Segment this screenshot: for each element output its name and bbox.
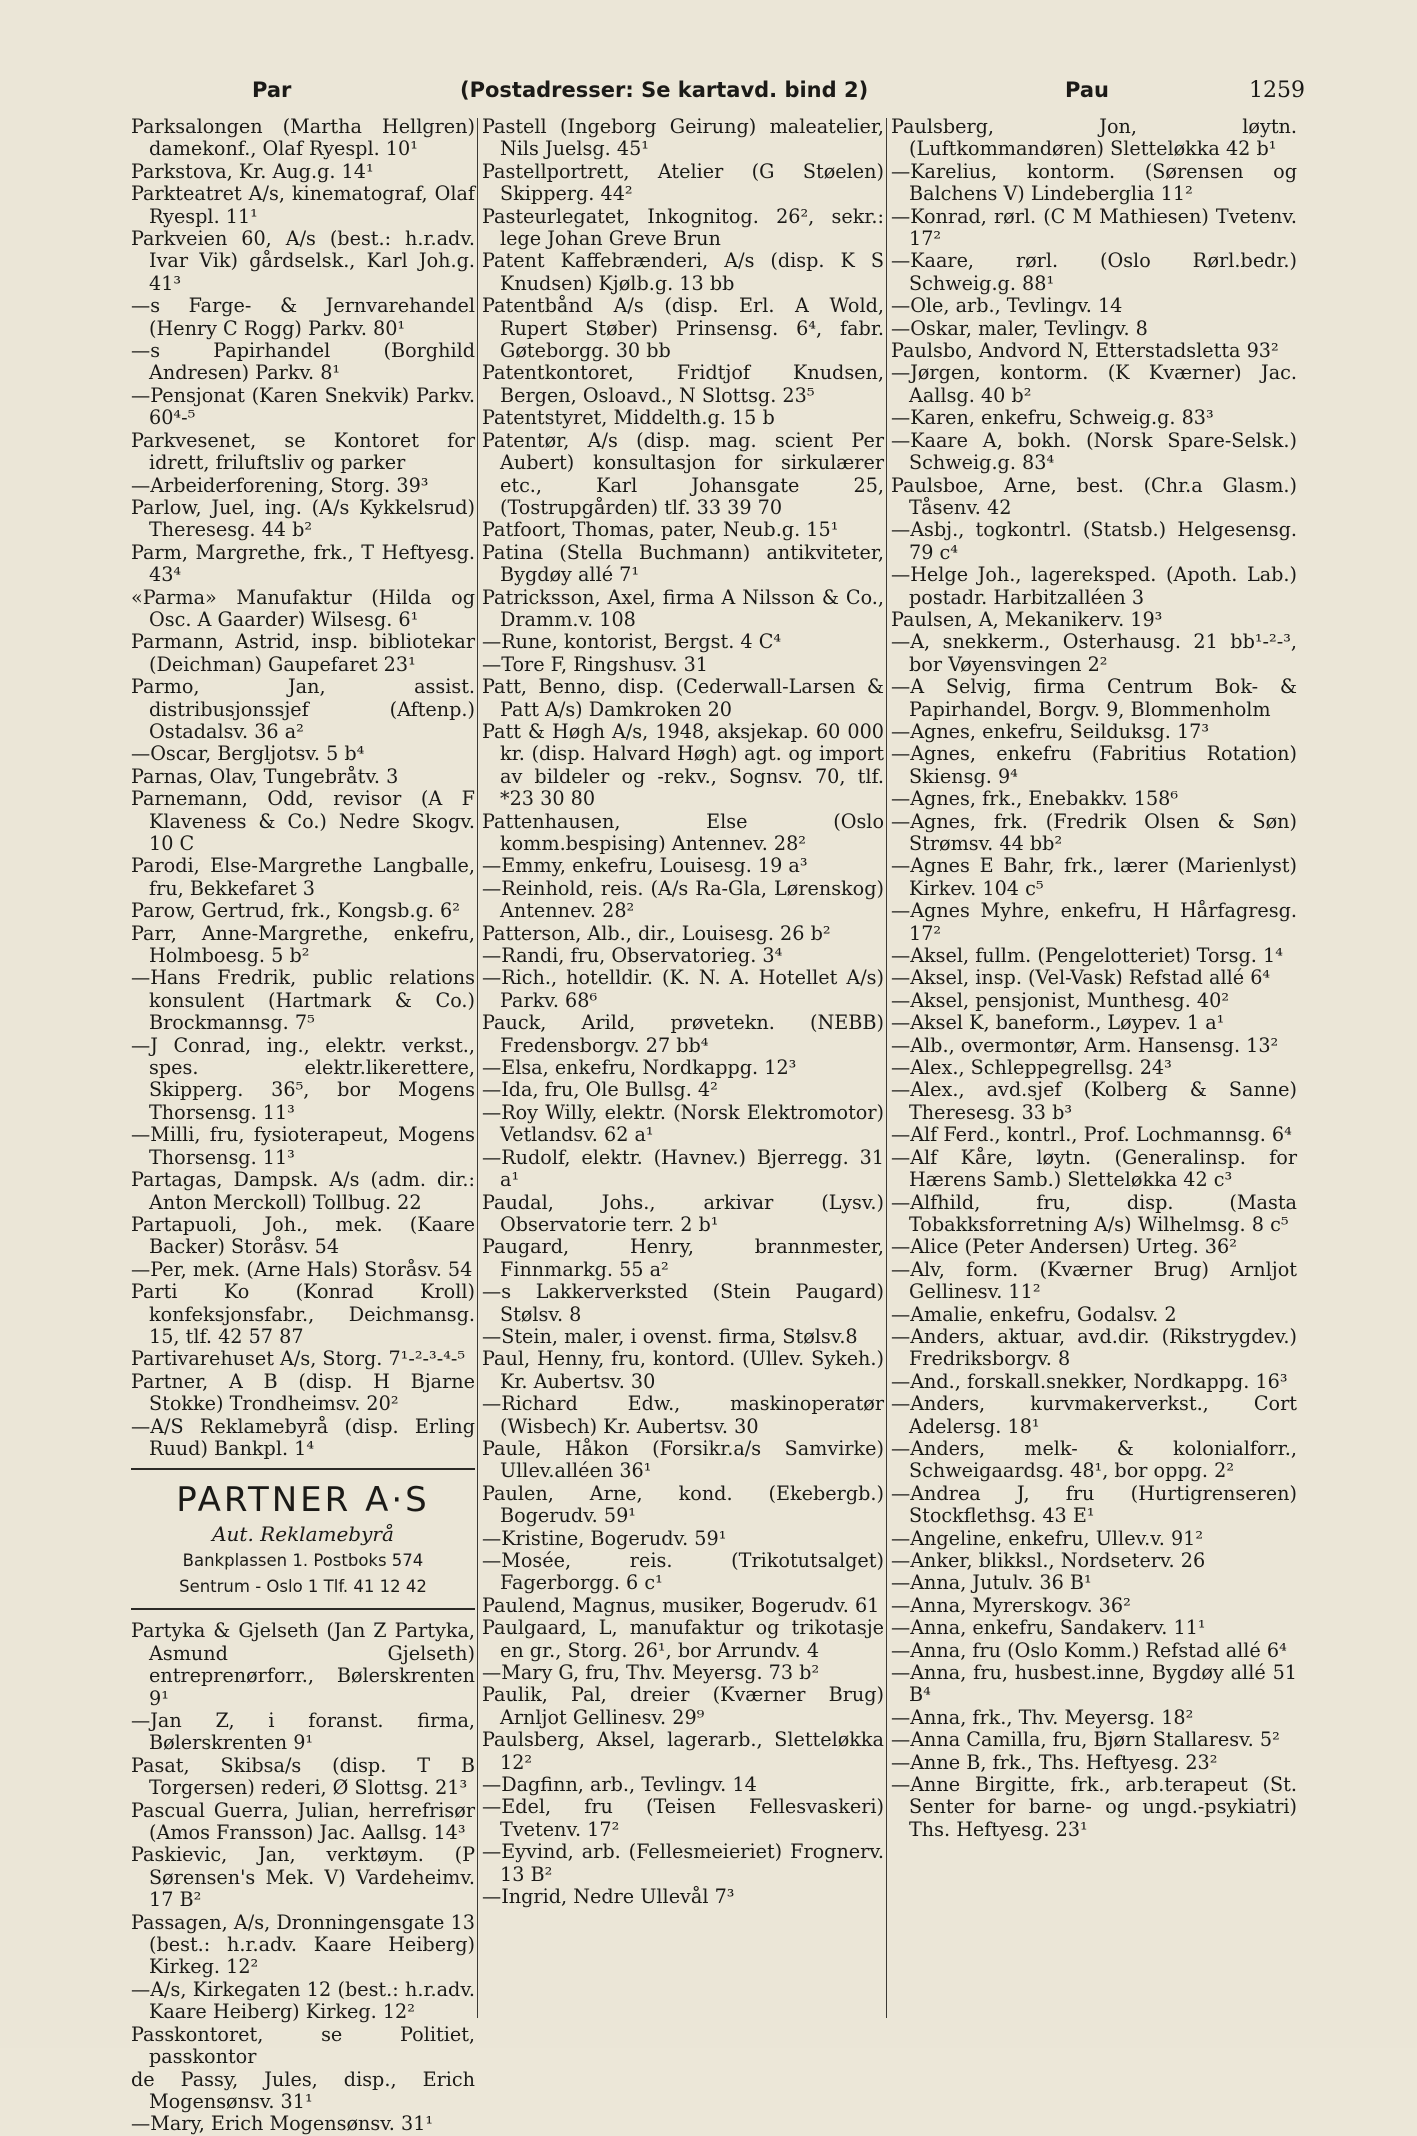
directory-entry: —Agnes E Bahr, frk., lærer (Marienlyst) Kirkev. 104 c⁵: [891, 854, 1297, 900]
directory-entry: Parow, Gertrud, frk., Kongsb.g. 6²: [131, 899, 460, 923]
directory-entry: —Arbeiderforening, Storg. 39³: [131, 473, 429, 497]
directory-entry: —Anne B, frk., Ths. Heftyesg. 23²: [891, 1750, 1218, 1774]
directory-entry: Patentstyret, Middelth.g. 15 b: [482, 406, 775, 430]
directory-entry: —Per, mek. (Arne Hals) Storåsv. 54: [131, 1257, 473, 1281]
header-postal-note: (Postadresser: Se kartavd. bind 2): [460, 78, 869, 102]
directory-entry: —Tore F, Ringshusv. 31: [482, 652, 709, 676]
directory-entry: —Andrea J, fru (Hurtigrenseren) Stockflethsg. 43 E¹: [891, 1481, 1297, 1528]
directory-entry: —Mary G, fru, Thv. Meyersg. 73 b²: [482, 1661, 820, 1685]
directory-entry: —Karelius, kontorm. (Sørensen og Balchens V) Lindeberglia 11²: [891, 159, 1297, 206]
directory-entry: —Alex., avd.sjef (Kolberg & Sanne) Theresesg. 33 b³: [891, 1078, 1297, 1124]
directory-entry: —Kaare A, bokh. (Norsk Spare-Selsk.) Schweig.g. 83⁴: [891, 428, 1297, 475]
page-header: [130, 78, 1305, 112]
directory-entry: —Kristine, Bogerudv. 59¹: [482, 1526, 727, 1550]
directory-entry: Patterson, Alb., dir., Louisesg. 26 b²: [482, 921, 831, 945]
ad-address: Bankplassen 1. Postboks 574: [182, 1551, 424, 1571]
directory-entry: —Elsa, enkefru, Nordkappg. 12³: [482, 1056, 797, 1080]
column-3: [891, 116, 1297, 1841]
directory-entry: Paul, Henny, fru, kontord. (Ullev. Sykeh.) Kr. Aubertsv. 30: [482, 1347, 884, 1393]
directory-entry: —Amalie, enkefru, Godalsv. 2: [891, 1302, 1177, 1326]
directory-entry: Patt, Benno, disp. (Cederwall-Larsen & Patt A/s) Damkroken 20: [482, 675, 884, 721]
directory-entry: —Alf Kåre, løytn. (Generalinsp. for Hærens Samb.) Sletteløkka 42 c³: [891, 1145, 1297, 1192]
directory-entry: —J Conrad, ing., elektr. verkst., spes. elektr.likerettere, Skipperg. 36⁵, bor Mogens Thorsensg. 11³: [131, 1033, 475, 1124]
directory-entry: —s Lakkerverksted (Stein Paugard) Stølsv. 8: [482, 1280, 884, 1326]
directory-entry: Paulsboe, Arne, best. (Chr.a Glasm.) Tåsenv. 42: [891, 473, 1297, 519]
directory-entry: —Oscar, Bergljotsv. 5 b⁴: [131, 742, 365, 766]
directory-entry: —Anna, fru, husbest.inne, Bygdøy allé 51 B⁴: [891, 1661, 1297, 1707]
directory-entry: —A Selvig, firma Centrum Bok- & Papirhandel, Borgv. 9, Blommenholm: [891, 675, 1297, 721]
directory-entry: Parkteatret A/s, kinematograf, Olaf Ryespl. 11¹: [131, 182, 475, 228]
directory-entry: —Aksel, pensjonist, Munthesg. 40²: [891, 988, 1230, 1012]
column-1-bottom-entries: [131, 1620, 475, 2135]
partner-advertisement: [131, 1468, 475, 1610]
column-divider: [477, 118, 478, 2018]
directory-entry: —Mosée, reis. (Trikotutsalget) Fagerborgg. 6 c¹: [482, 1549, 884, 1595]
directory-entry: Pauck, Arild, prøvetekn. (NEBB) Fredensborgv. 27 bb⁴: [482, 1011, 884, 1057]
directory-entry: —Richard Edw., maskinoperatør (Wisbech) Kr. Aubertsv. 30: [482, 1392, 884, 1438]
header-right-keyword: Pau: [1065, 78, 1109, 102]
directory-entry: —Mary, Erich Mogensønsv. 31¹: [131, 2112, 434, 2136]
ad-subtitle: Aut. Reklamebyrå: [212, 1522, 394, 1547]
directory-entry: —Anna, Jutulv. 36 B¹: [891, 1571, 1092, 1595]
directory-entry: —Anders, melk- & kolonialforr., Schweigaardsg. 48¹, bor oppg. 2²: [891, 1436, 1297, 1483]
directory-entry: —Angeline, enkefru, Ullev.v. 91²: [891, 1526, 1204, 1550]
header-left-keyword: Par: [252, 78, 292, 102]
directory-entry: —Anders, kurvmakerverkst., Cort Adelersg. 18¹: [891, 1392, 1297, 1438]
directory-entry: Paudal, Johs., arkivar (Lysv.) Observatorie terr. 2 b¹: [482, 1190, 884, 1236]
directory-entry: Paulen, Arne, kond. (Ekebergb.) Bogerudv. 59¹: [482, 1481, 884, 1528]
column-2-entries: [482, 116, 884, 1909]
column-1: [131, 116, 475, 2136]
directory-entry: —Agnes, enkefru, Seilduksg. 17³: [891, 719, 1210, 743]
directory-entry: Pasat, Skibsa/s (disp. T B Torgersen) rederi, Ø Slottsg. 21³: [131, 1753, 475, 1800]
directory-entry: —Alice (Peter Andersen) Urteg. 36²: [891, 1235, 1237, 1259]
directory-entry: Partagas, Dampsk. A/s (adm. dir.: Anton Merckoll) Tollbug. 22: [131, 1168, 475, 1214]
directory-entry: —Edel, fru (Teisen Fellesvaskeri) Tvetenv. 17²: [482, 1795, 884, 1841]
directory-entry: Parkstova, Kr. Aug.g. 14¹: [131, 159, 374, 183]
directory-entry: —Anker, blikksl., Nordseterv. 26: [891, 1549, 1206, 1572]
directory-entry: —Aksel, insp. (Vel-Vask) Refstad allé 6⁴: [891, 966, 1271, 990]
directory-entry: Patent Kaffebrænderi, A/s (disp. K S Knudsen) Kjølb.g. 13 bb: [482, 249, 884, 295]
directory-entry: Partyka & Gjelseth (Jan Z Partyka, Asmund Gjelseth) entreprenørforr., Bølerskrenten 9¹: [131, 1619, 475, 1710]
directory-entry: Pastellportrett, Atelier (G Støelen) Skipperg. 44²: [482, 159, 884, 206]
directory-entry: —Reinhold, reis. (A/s Ra-Gla, Lørenskog) Antennev. 28²: [482, 876, 884, 923]
directory-entry: Patfoort, Thomas, pater, Neub.g. 15¹: [482, 518, 839, 542]
directory-entry: —s Papirhandel (Borghild Andresen) Parkv. 8¹: [131, 339, 475, 385]
directory-entry: Paulsberg, Aksel, lagerarb., Sletteløkka 12²: [482, 1728, 884, 1774]
directory-entry: Paskievic, Jan, verktøym. (P Sørensen's Mek. V) Vardeheimv. 17 B²: [131, 1843, 475, 1912]
directory-entry: —Pensjonat (Karen Snekvik) Parkv. 60⁴‑⁵: [131, 383, 475, 430]
directory-entry: Parkveien 60, A/s (best.: h.r.adv. Ivar Vik) gårdselsk., Karl Joh.g. 41³: [131, 227, 475, 295]
directory-entry: —Agnes Myhre, enkefru, H Hårfagresg. 17²: [891, 899, 1297, 945]
column-divider: [886, 118, 887, 2018]
ad-phone: Sentrum - Oslo 1 Tlf. 41 12 42: [179, 1577, 427, 1597]
directory-entry: Patina (Stella Buchmann) antikviteter, Bygdøy allé 7¹: [482, 540, 884, 587]
directory-entry: Patentbånd A/s (disp. Erl. A Wold, Rupert Støber) Prinsensg. 6⁴, fabr. Gøteborgg. 30 bb: [482, 294, 884, 363]
directory-entry: —Alb., overmontør, Arm. Hansensg. 13²: [891, 1033, 1279, 1057]
directory-entry: —Jørgen, kontorm. (K Kværner) Jac. Aallsg. 40 b²: [891, 361, 1297, 407]
column-3-entries: [891, 116, 1297, 1841]
directory-entry: Passkontoret, se Politiet, passkontor: [131, 2022, 475, 2069]
directory-entry: —Aksel K, baneform., Løypev. 1 a¹: [891, 1011, 1225, 1035]
directory-entry: —Karen, enkefru, Schweig.g. 83³: [891, 406, 1214, 430]
directory-entry: Partner, A B (disp. H Bjarne Stokke) Trondheimsv. 20²: [131, 1369, 475, 1416]
directory-entry: —A/S Reklamebyrå (disp. Erling Ruud) Bankpl. 1⁴: [131, 1414, 475, 1460]
directory-entry: —Ingrid, Nedre Ullevål 7³: [482, 1885, 735, 1909]
directory-entry: Parmann, Astrid, insp. bibliotekar (Deichman) Gaupefaret 23¹: [131, 630, 475, 676]
directory-entry: —Alfhild, fru, disp. (Masta Tobakksforretning A/s) Wilhelmsg. 8 c⁵: [891, 1190, 1297, 1236]
directory-entry: Paugard, Henry, brannmester, Finnmarkg. 55 a²: [482, 1235, 884, 1281]
directory-entry: Parkvesenet, se Kontoret for idrett, friluftsliv og parker: [131, 428, 475, 475]
directory-entry: —Anna, Myrerskogv. 36²: [891, 1593, 1131, 1617]
directory-entry: —Anna Camilla, fru, Bjørn Stallaresv. 5²: [891, 1728, 1280, 1752]
directory-entry: Paulsbo, Andvord N, Etterstadsletta 93²: [891, 339, 1279, 363]
directory-entry: —Hans Fredrik, public relations konsulent (Hartmark & Co.) Brockmannsg. 7⁵: [131, 966, 475, 1035]
directory-entry: —Konrad, rørl. (C M Mathiesen) Tvetenv. 17²: [891, 204, 1297, 251]
column-2: [482, 116, 884, 1909]
directory-entry: «Parma» Manufaktur (Hilda og Osc. A Gaarder) Wilsesg. 6¹: [131, 585, 475, 631]
directory-entry: Parodi, Else-Margrethe Langballe, fru, Bekkefaret 3: [131, 854, 475, 900]
directory-entry: Pasteurlegatet, Inkognitog. 26², sekr.: lege Johan Greve Brun: [482, 204, 884, 251]
directory-entry: Paulgaard, L, manufaktur og trikotasje en gr., Storg. 26¹, bor Arrundv. 4: [482, 1616, 884, 1662]
directory-entry: Patt & Høgh A/s, 1948, aksjekap. 60 000 kr. (disp. Halvard Høgh) agt. og import av bildeler og -rekv., Sognsv. 70, tlf. *23 30 80: [482, 719, 884, 811]
directory-entry: —Alf Ferd., kontrl., Prof. Lochmannsg. 6⁴: [891, 1123, 1292, 1147]
directory-entry: —Anders, aktuar, avd.dir. (Rikstrygdev.) Fredriksborgv. 8: [891, 1324, 1297, 1371]
directory-entry: —Rudolf, elektr. (Havnev.) Bjerregg. 31 a¹: [482, 1145, 884, 1192]
directory-entry: —Asbj., togkontrl. (Statsb.) Helgesensg. 79 c⁴: [891, 518, 1297, 564]
directory-entry: Paulsberg, Jon, løytn. (Luftkommandøren) Sletteløkka 42 b¹: [891, 115, 1297, 161]
directory-entry: Parm, Margrethe, frk., T Heftyesg. 43⁴: [131, 540, 475, 587]
directory-entry: Parmo, Jan, assist. distribusjonssjef (Aftenp.) Ostadalsv. 36 a²: [131, 675, 475, 743]
directory-entry: —Agnes, frk., Enebakkv. 158⁶: [891, 787, 1179, 811]
directory-entry: Paulik, Pal, dreier (Kværner Brug) Arnljot Gellinesv. 29⁹: [482, 1683, 884, 1729]
directory-entry: —Anne Birgitte, frk., arb.terapeut (St. Senter for barne- og ungd.-psykiatri) Ths. Heftyesg. 23¹: [891, 1773, 1297, 1841]
directory-entry: Paulend, Magnus, musiker, Bogerudv. 61: [482, 1593, 880, 1617]
directory-entry: —Jan Z, i foranst. firma, Bølerskrenten 9¹: [131, 1709, 475, 1755]
directory-entry: —Oskar, maler, Tevlingv. 8: [891, 316, 1148, 340]
ad-company-name: PARTNER A·S: [176, 1480, 430, 1521]
directory-entry: —Helge Joh., lagereksped. (Apoth. Lab.) postadr. Harbitzalléen 3: [891, 563, 1297, 609]
directory-entry: —Agnes, enkefru (Fabritius Rotation) Skiensg. 9⁴: [891, 742, 1297, 788]
directory-entry: —Emmy, enkefru, Louisesg. 19 a³: [482, 854, 808, 878]
directory-entry: Partivarehuset A/s, Storg. 7¹‑²‑³‑⁴‑⁵: [131, 1347, 466, 1371]
directory-entry: —Anna, enkefru, Sandakerv. 11¹: [891, 1616, 1206, 1640]
directory-entry: Paule, Håkon (Forsikr.a/s Samvirke) Ullev.alléen 36¹: [482, 1436, 884, 1483]
directory-entry: Parnas, Olav, Tungebråtv. 3: [131, 764, 399, 788]
directory-entry: —A, snekkerm., Osterhausg. 21 bb¹‑²‑³, bor Vøyensvingen 2²: [891, 630, 1297, 676]
directory-entry: —Milli, fru, fysioterapeut, Mogens Thorsensg. 11³: [131, 1123, 475, 1169]
directory-entry: Parnemann, Odd, revisor (A F Klaveness & Co.) Nedre Skogv. 10 C: [131, 787, 475, 855]
directory-entry: —Randi, fru, Observatorieg. 3⁴: [482, 944, 783, 968]
directory-entry: —Roy Willy, elektr. (Norsk Elektromotor) Vetlandsv. 62 a¹: [482, 1100, 884, 1147]
directory-entry: —Rune, kontorist, Bergst. 4 C⁴: [482, 630, 782, 654]
directory-entry: Parr, Anne-Margrethe, enkefru, Holmboesg. 5 b²: [131, 921, 475, 968]
page-number: 1259: [1249, 78, 1305, 103]
directory-entry: Parksalongen (Martha Hellgren) damekonf., Olaf Ryespl. 10¹: [131, 115, 475, 161]
directory-entry: —s Farge- & Jernvarehandel (Henry C Rogg) Parkv. 80¹: [131, 294, 475, 340]
directory-entry: —And., forskall.snekker, Nordkappg. 16³: [891, 1369, 1288, 1393]
directory-entry: —Anna, frk., Thv. Meyersg. 18²: [891, 1705, 1194, 1729]
directory-entry: —Ida, fru, Ole Bullsg. 4²: [482, 1078, 718, 1102]
directory-entry: —Kaare, rørl. (Oslo Rørl.bedr.) Schweig.g. 88¹: [891, 249, 1297, 295]
directory-entry: —Rich., hotelldir. (K. N. A. Hotellet A/s) Parkv. 68⁶: [482, 966, 884, 1012]
directory-entry: Pascual Guerra, Julian, herrefrisør (Amos Fransson) Jac. Aallsg. 14³: [131, 1798, 475, 1845]
directory-entry: Passagen, A/s, Dronningensgate 13 (best.: h.r.adv. Kaare Heiberg) Kirkeg. 12²: [131, 1910, 475, 1979]
directory-entry: —Ole, arb., Tevlingv. 14: [891, 294, 1123, 318]
directory-entry: —Dagfinn, arb., Tevlingv. 14: [482, 1773, 757, 1797]
directory-entry: Patentkontoret, Fridtjof Knudsen, Bergen, Osloavd., N Slottsg. 23⁵: [482, 361, 884, 407]
directory-entry: —Stein, maler, i ovenst. firma, Stølsv.8: [482, 1324, 858, 1348]
directory-entry: Parti Ko (Konrad Kroll) konfeksjonsfabr., Deichmansg. 15, tlf. 42 57 87: [131, 1280, 475, 1348]
directory-entry: Paulsen, A, Mekanikerv. 19³: [891, 607, 1163, 631]
directory-entry: Patricksson, Axel, firma A Nilsson & Co., Dramm.v. 108: [482, 585, 884, 631]
directory-entry: Patentør, A/s (disp. mag. scient Per Aubert) konsultasjon for sirkulærer etc., Karl Johansgate 25, (Tostrupgården) tlf. 33 39 70: [482, 428, 884, 519]
column-1-top-entries: [131, 116, 475, 1460]
directory-entry: —A/s, Kirkegaten 12 (best.: h.r.adv. Kaare Heiberg) Kirkeg. 12²: [131, 1977, 475, 2024]
directory-entry: Parlow, Juel, ing. (A/s Kykkelsrud) Theresesg. 44 b²: [131, 495, 475, 542]
directory-entry: —Eyvind, arb. (Fellesmeieriet) Frognerv. 13 B²: [482, 1840, 884, 1886]
directory-entry: —Anna, fru (Oslo Komm.) Refstad allé 6⁴: [891, 1638, 1287, 1662]
directory-entry: Partapuoli, Joh., mek. (Kaare Backer) Storåsv. 54: [131, 1212, 475, 1259]
directory-entry: Pattenhausen, Else (Oslo komm.bespising) Antennev. 28²: [482, 809, 884, 855]
directory-entry: —Alex., Schleppegrellsg. 24³: [891, 1056, 1172, 1080]
directory-entry: —Aksel, fullm. (Pengelotteriet) Torsg. 1⁴: [891, 944, 1283, 968]
directory-entry: —Agnes, frk. (Fredrik Olsen & Søn) Strømsv. 44 bb²: [891, 809, 1297, 855]
directory-entry: de Passy, Jules, disp., Erich Mogensønsv. 31¹: [131, 2067, 475, 2113]
directory-entry: —Alv, form. (Kværner Brug) Arnljot Gellinesv. 11²: [891, 1257, 1297, 1304]
directory-entry: Pastell (Ingeborg Geirung) maleatelier, Nils Juelsg. 45¹: [482, 115, 884, 161]
